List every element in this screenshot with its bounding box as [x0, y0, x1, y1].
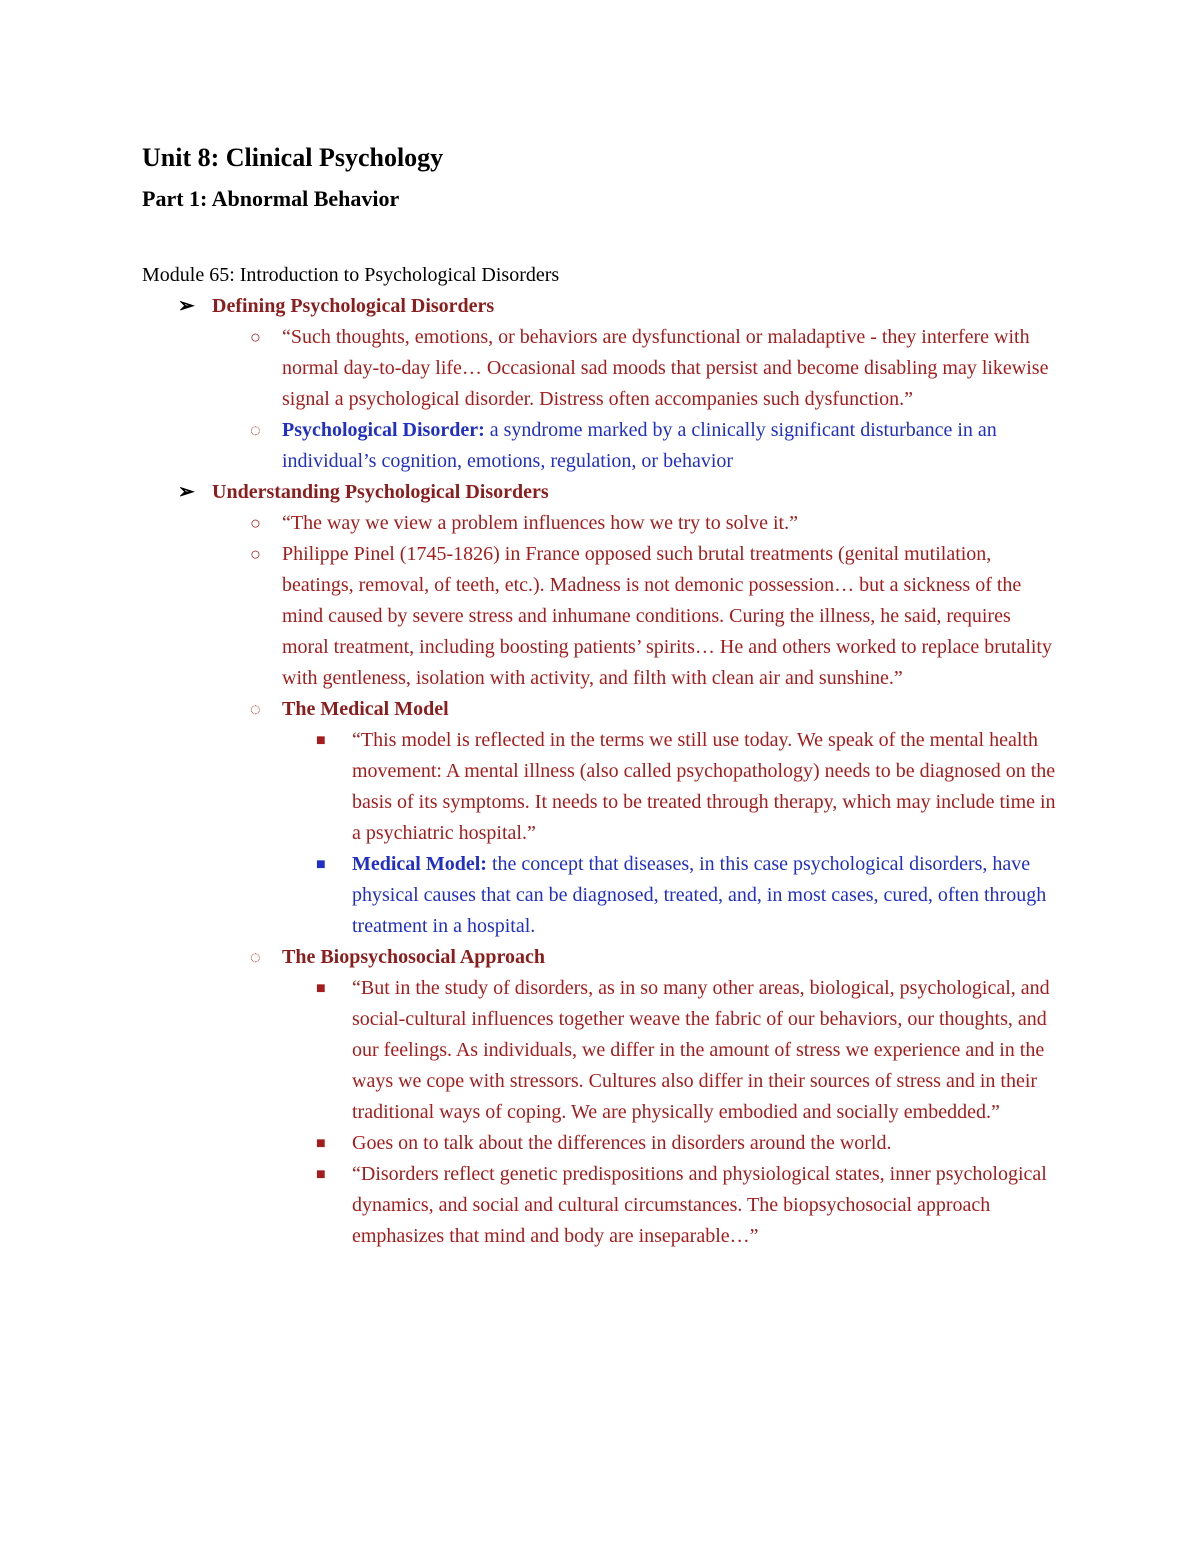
subheading-text: The Biopsychosocial Approach [282, 946, 546, 968]
definition-term: Psychological Disorder: [282, 419, 485, 441]
list-item [142, 1128, 1062, 1159]
open-circle-bullet-icon: ○ [250, 544, 261, 564]
document-page [142, 138, 1062, 1252]
list-item [142, 973, 1062, 1128]
subheading-biopsychosocial [142, 942, 1062, 973]
list-item [142, 508, 1062, 539]
arrow-bullet-icon: ➢ [178, 481, 195, 503]
quote-text: “Such thoughts, emotions, or behaviors are dysfunctional or maladaptive - they interfere with normal day-to-day life… Occasional sad moods that persist and become disabling may likewise signal a psychological disorder. Distress often accompanies such dysfunction.” [282, 326, 1049, 410]
module-title: Module 65: Introduction to Psychological Disorders [142, 264, 560, 286]
subheading-medical-model [142, 694, 1062, 725]
list-item [142, 415, 1062, 477]
quote-text: “This model is reflected in the terms we still use today. We speak of the mental health movement: A mental illness (also called psychopathology) needs to be diagnosed on the basis of its symptoms. It needs to be treated through therapy, which may include time in a psychiatric hospital.” [352, 729, 1056, 844]
part-title: Part 1: Abnormal Behavior [142, 186, 400, 211]
list-item [142, 539, 1062, 694]
list-item [142, 322, 1062, 415]
dotted-circle-bullet-icon: ◌ [250, 699, 261, 719]
quote-text: “But in the study of disorders, as in so many other areas, biological, psychological, and social-cultural influences together weave the fabric of our behaviors, our thoughts, and our feelings. As individuals, we differ in the amount of stress we experience and in the ways we cope with stressors. Cultures also differ in their sources of stress and in their traditional ways of coping. We are physically embodied and socially embedded.” [352, 977, 1050, 1123]
dotted-circle-bullet-icon: ◌ [250, 947, 261, 967]
definition-text: the concept that diseases, in this case psychological disorders, have physical causes that can be diagnosed, treated, and, in most cases, cured, often through treatment in a hospital. [352, 853, 1047, 937]
list-item [142, 1159, 1062, 1252]
outline-list [142, 291, 1062, 1252]
unit-title: Unit 8: Clinical Psychology [142, 143, 444, 172]
open-circle-bullet-icon: ○ [250, 327, 261, 347]
open-circle-bullet-icon: ○ [250, 513, 261, 533]
section-heading-text: Defining Psychological Disorders [212, 295, 495, 317]
quote-text: “The way we view a problem influences how we try to solve it.” [282, 512, 798, 534]
arrow-bullet-icon: ➢ [178, 295, 195, 317]
square-bullet-icon: ■ [316, 980, 326, 997]
square-bullet-icon: ■ [316, 1166, 326, 1183]
square-bullet-icon: ■ [316, 732, 326, 749]
quote-text: “Disorders reflect genetic predispositions and physiological states, inner psychological dynamics, and social and cultural circumstances. The biopsychosocial approach emphasizes that mind and body are inseparable…” [352, 1163, 1047, 1247]
definition-text: a syndrome marked by a clinically significant disturbance in an individual’s cognition, emotions, regulation, or behavior [282, 419, 997, 472]
subheading-text: The Medical Model [282, 698, 449, 720]
square-bullet-icon: ■ [316, 1135, 326, 1152]
section-heading-text: Understanding Psychological Disorders [212, 481, 549, 503]
section-heading-defining [142, 291, 1062, 322]
section-heading-understanding [142, 477, 1062, 508]
definition-term: Medical Model: [352, 853, 487, 875]
square-bullet-icon: ■ [316, 856, 326, 873]
list-item [142, 849, 1062, 942]
list-item [142, 725, 1062, 849]
dotted-circle-bullet-icon: ◌ [250, 420, 261, 440]
note-text: Goes on to talk about the differences in disorders around the world. [352, 1132, 892, 1154]
quote-text: Philippe Pinel (1745-1826) in France opposed such brutal treatments (genital mutilation, beatings, removal, of teeth, etc.). Madness is not demonic possession… but a sickness of the mind caused by severe stress and inhumane conditions. Curing the illness, he said, requires moral treatment, including boosting patients’ spirits… He and others worked to replace brutality with gentleness, isolation with activity, and filth with clean air and sunshine.” [282, 543, 1052, 689]
